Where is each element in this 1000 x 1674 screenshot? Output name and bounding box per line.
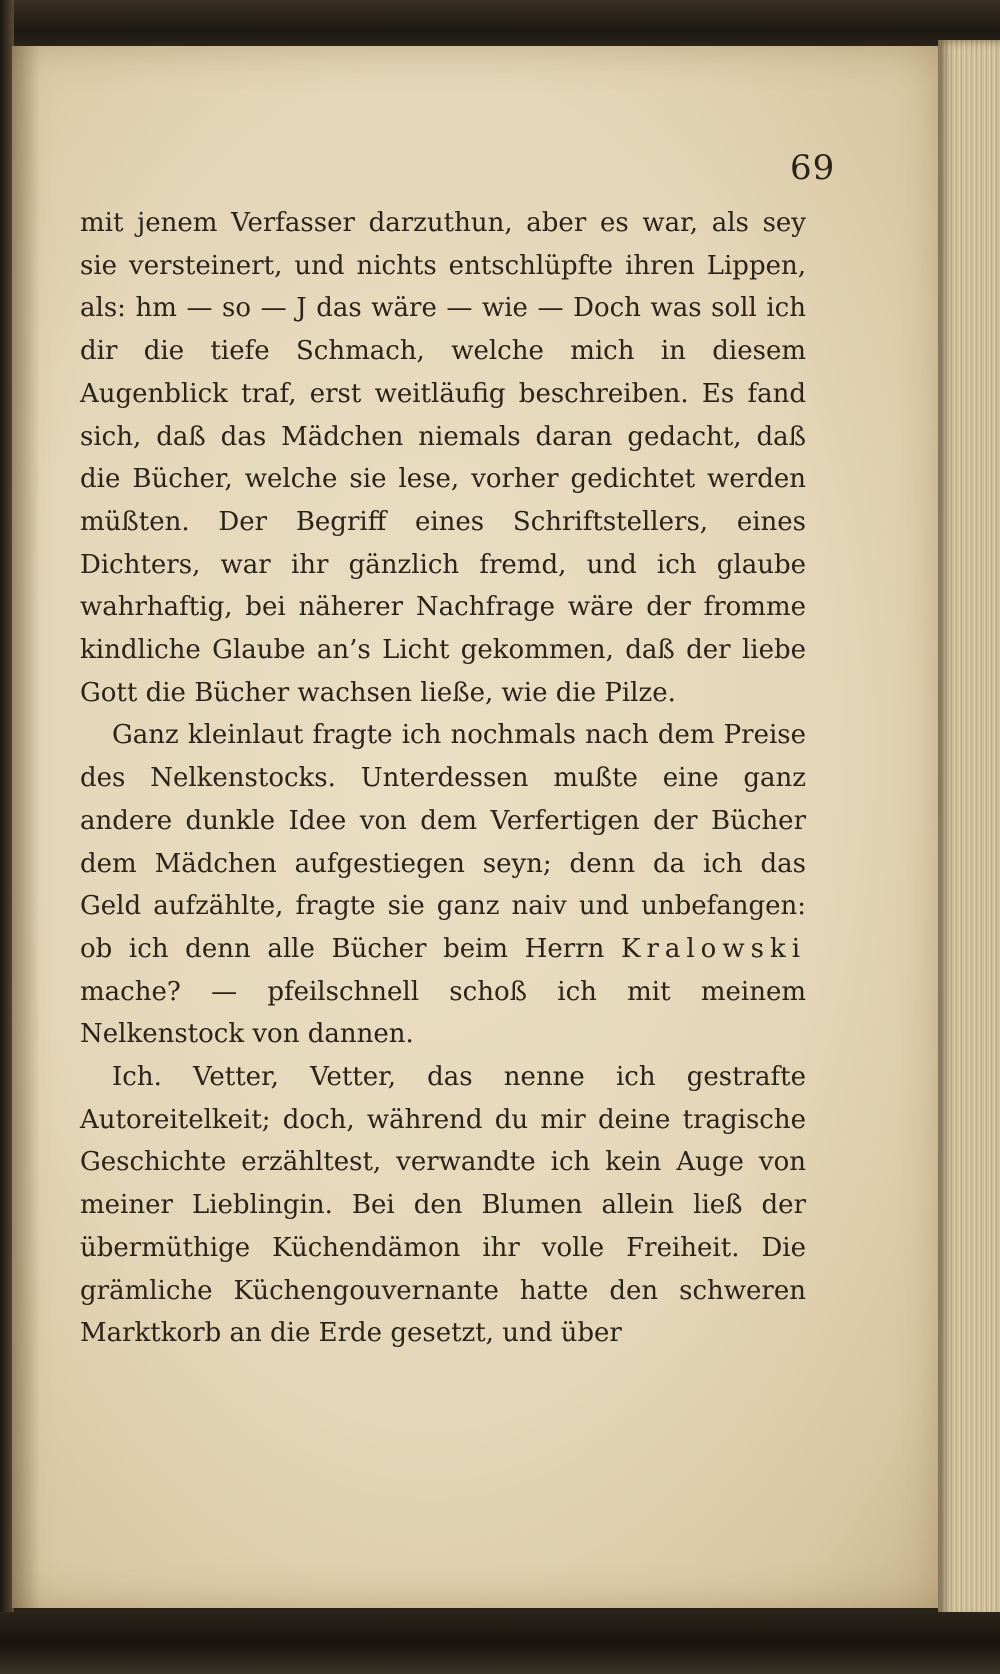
spaced-name: Kralowski: [621, 933, 807, 964]
page-gutter-shadow: [12, 46, 40, 1608]
paragraph-2-end: mache? — pfeilschnell schoß ich mit meinem Nelkenstock von dannen.: [80, 976, 806, 1050]
body-text: [80, 202, 806, 1355]
paragraph-1: mit jenem Verfasser darzuthun, aber es war, als sey sie versteinert, und nichts entschlüpfte ihren Lippen, als: hm — so — J das wäre — wie — Doch was soll ich dir die tiefe Schmach, welche mich in diesem Augenblick traf, erst weitläufig beschreiben. Es fand sich, daß das Mädchen niemals daran gedacht, daß die Bücher, welche sie lese, vorher gedichtet werden müßten. Der Begriff eines Schriftstellers, eines Dichters, war ihr gänzlich fremd, und ich glaube wahrhaftig, bei näherer Nachfrage wäre der fromme kindliche Glaube an’s Licht gekommen, daß der liebe Gott die Bücher wachsen ließe, wie die Pilze.: [80, 208, 806, 708]
paragraph-3: Ich. Vetter, Vetter, das nenne ich gestrafte Autoreitelkeit; doch, während du mir deine tragische Geschichte erzähltest, verwandte ich kein Auge von meiner Lieblingin. Bei den Blumen allein ließ der übermüthige Küchendämon ihr volle Freiheit. Die grämliche Küchengouvernante hatte den schweren Marktkorb an die Erde gesetzt, und über: [80, 1062, 806, 1349]
book-binding-top: [0, 0, 1000, 52]
paragraph-2-text: Ganz kleinlaut fragte ich nochmals nach dem Preise des Nelkenstocks. Unterdessen mußte eine ganz andere dunkle Idee von dem Verfertigen der Bücher dem Mädchen aufgestiegen seyn; denn da ich das Geld aufzählte, fragte sie ganz naiv und unbefangen: ob ich denn alle Bücher beim Herrn: [80, 720, 806, 964]
page-number: 69: [790, 148, 836, 188]
page-stack-fore-edge: [938, 40, 1000, 1620]
paragraph-2: [80, 714, 806, 1056]
book-binding-bottom: [0, 1612, 1000, 1674]
